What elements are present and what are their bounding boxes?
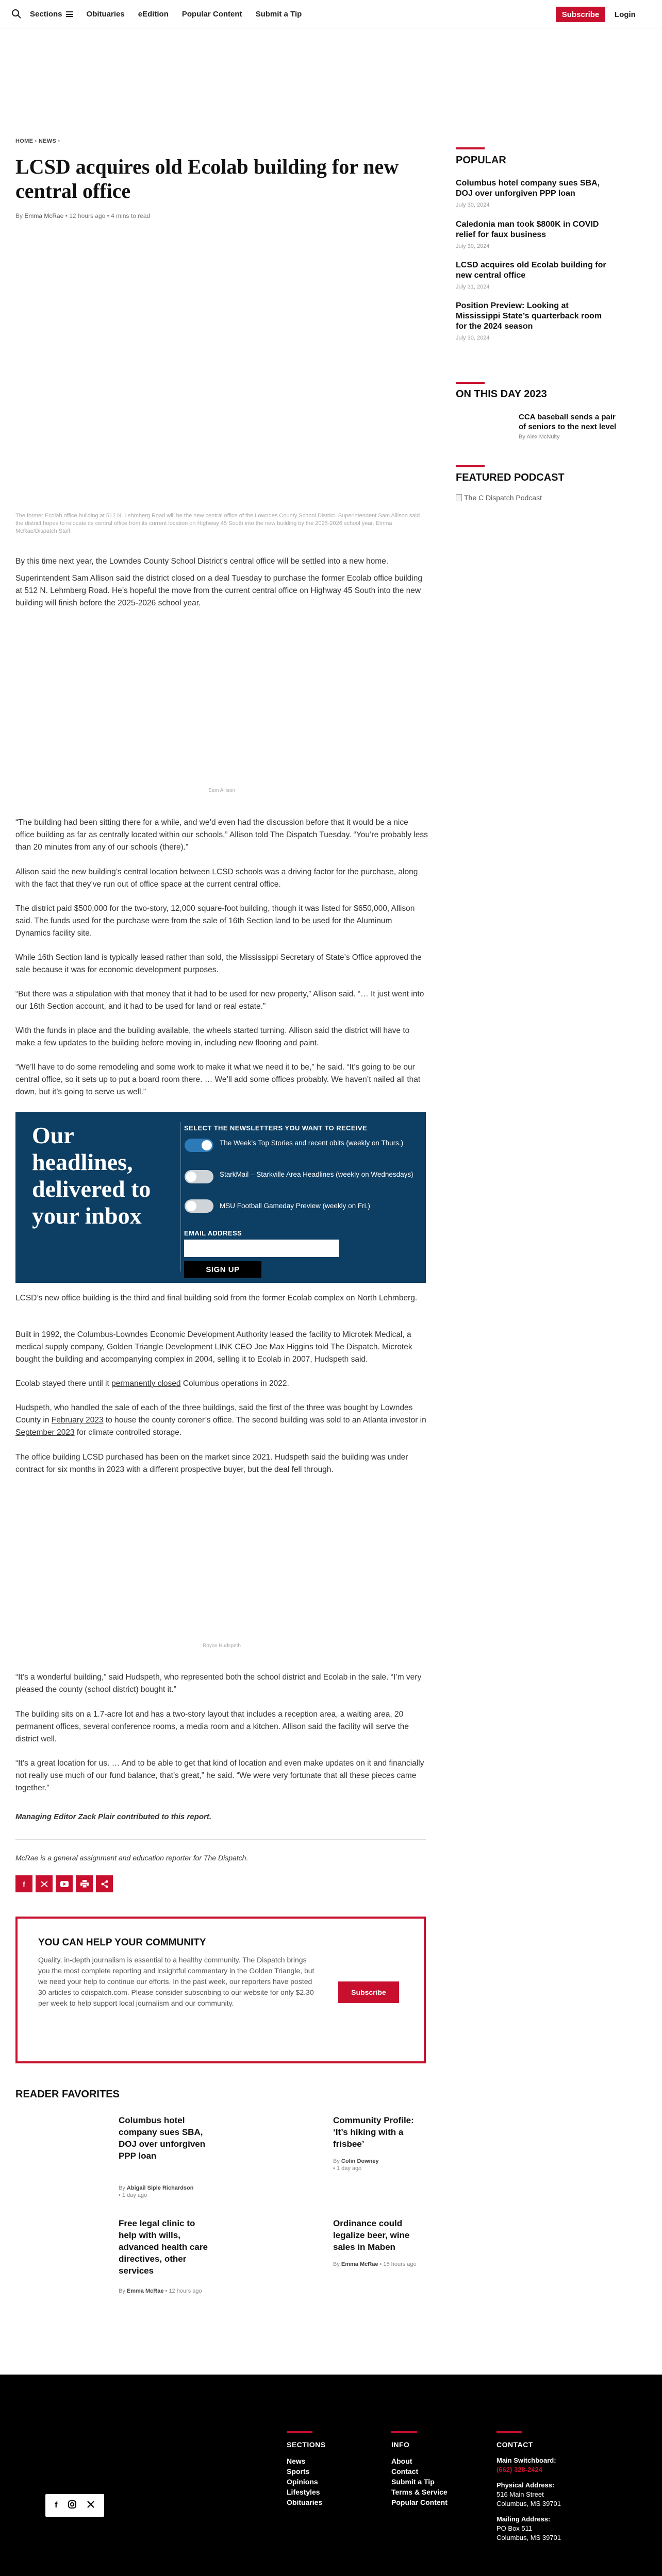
footer-link-about[interactable]: About bbox=[391, 2457, 412, 2465]
footer-link-submit-tip[interactable]: Submit a Tip bbox=[391, 2478, 435, 2486]
footer-link-contact[interactable]: Contact bbox=[391, 2467, 419, 2476]
breadcrumb-news[interactable]: NEWS bbox=[38, 138, 57, 144]
hamburger-icon bbox=[66, 11, 73, 17]
ad-label: Sam Allison bbox=[208, 788, 236, 793]
footer-contact bbox=[496, 2431, 561, 2543]
reader-favorite-item[interactable] bbox=[15, 2217, 211, 2310]
newsletter-option-label: The Week’s Top Stories and recent obits (weekly on Thurs.) bbox=[220, 1139, 404, 1147]
byline bbox=[15, 212, 150, 219]
nav-eedition[interactable]: eEdition bbox=[138, 9, 169, 19]
footer-link-news[interactable]: News bbox=[287, 2457, 306, 2465]
nav-obituaries[interactable]: Obituaries bbox=[86, 9, 125, 19]
popular-item-title[interactable]: LCSD acquires old Ecolab building for new central office bbox=[456, 261, 606, 280]
popular-item[interactable] bbox=[456, 178, 610, 208]
sign-up-button[interactable]: SIGN UP bbox=[184, 1261, 261, 1278]
text: Hudspeth, who handled the sale of each of the three buildings, said the first of the three was bought by Lowndes County in bbox=[15, 1403, 413, 1425]
article-photo bbox=[15, 229, 428, 507]
article-time: • 12 hours ago • 4 mins to read bbox=[65, 212, 151, 219]
time: • 1 day ago bbox=[119, 2192, 147, 2198]
accent-bar bbox=[287, 2431, 312, 2433]
article-thumbnail[interactable] bbox=[230, 2114, 323, 2176]
article-paragraph bbox=[15, 1378, 428, 1390]
footer-info bbox=[391, 2431, 448, 2507]
article-paragraph: With the funds in place and the building available, the wheels started turning. Allison said the district will have to make a few updates to the building before moving in, including new flooring and paint. bbox=[15, 1026, 410, 1047]
reader-favorite-item[interactable] bbox=[230, 2217, 426, 2310]
help-community-box bbox=[15, 1917, 426, 2063]
login-link[interactable]: Login bbox=[615, 10, 636, 19]
footer-link-sports[interactable]: Sports bbox=[287, 2467, 310, 2476]
footer-link-terms[interactable]: Terms & Service bbox=[391, 2488, 448, 2496]
footer-social bbox=[45, 2494, 104, 2517]
divider bbox=[15, 1839, 426, 1840]
article-paragraph: “But there was a stipulation with that money that it had to be used for new property,” Allison said. “… It just went into our 16th Section account, and it had to be used for land or real estate.” bbox=[15, 990, 424, 1011]
sections-menu[interactable] bbox=[30, 10, 73, 19]
on-this-day-item[interactable] bbox=[456, 407, 621, 448]
reader-favorite-title[interactable]: Ordinance could legalize beer, wine sales in Maben bbox=[333, 2218, 410, 2252]
top-nav bbox=[0, 0, 662, 28]
toggle-knob bbox=[202, 1140, 212, 1150]
author-name[interactable]: Emma McRae bbox=[126, 2288, 164, 2294]
photo-caption: The former Ecolab office building at 512 N. Lehmberg Road will be the new central office of the Lowndes County School District. Superintendent Sam Allison said the district hopes to relocate its central office from its current location on Highway 45 South into the new building by the 2025-2026 school year. Emma McRae/Dispatch Staff bbox=[15, 513, 420, 534]
breadcrumb bbox=[15, 138, 60, 144]
newsletter-toggle-starkmail[interactable] bbox=[185, 1170, 213, 1183]
popular-item-date: July 30, 2024 bbox=[456, 202, 490, 208]
article-paragraph: “It’s a wonderful building,” said Hudspeth, who represented both the school district and Ecolab in the sale. “I’m very pleased the county (school district) bought it.” bbox=[15, 1673, 422, 1694]
podcast-alt-text: The C Dispatch Podcast bbox=[464, 494, 542, 502]
mailing-address-city: Columbus, MS 39701 bbox=[496, 2534, 561, 2541]
article-thumbnail[interactable] bbox=[15, 2114, 108, 2176]
newsletter-toggle-top-stories[interactable] bbox=[185, 1139, 213, 1152]
nav-popular-content[interactable]: Popular Content bbox=[181, 9, 242, 19]
reader-favorite-item[interactable] bbox=[230, 2114, 426, 2202]
footer-info-title: INFO bbox=[391, 2441, 410, 2449]
email-label: EMAIL ADDRESS bbox=[184, 1229, 242, 1237]
switchboard-phone[interactable]: (662) 328-2424 bbox=[496, 2466, 542, 2473]
reader-favorite-title[interactable]: Free legal clinic to help with wills, advanced health care directives, other services bbox=[119, 2218, 208, 2276]
breadcrumb-separator: › bbox=[35, 138, 37, 144]
article-paragraph: By this time next year, the Lowndes County School District’s central office will be settled into a new home. bbox=[15, 557, 389, 566]
editor-note: Managing Editor Zack Plair contributed to this report. bbox=[15, 1812, 212, 1821]
reader-favorite-title[interactable]: Community Profile: ‘It’s hiking with a frisbee’ bbox=[333, 2115, 414, 2149]
article-paragraph bbox=[15, 1402, 428, 1439]
by-prefix: By bbox=[333, 2261, 340, 2267]
ad-label: Royce Hudspeth bbox=[203, 1643, 241, 1649]
reader-favorite-byline bbox=[333, 2261, 426, 2268]
section-accent bbox=[456, 147, 485, 149]
youtube-icon[interactable] bbox=[56, 1875, 73, 1892]
mailing-address-line: PO Box 511 bbox=[496, 2524, 533, 2532]
accent-bar bbox=[391, 2431, 417, 2433]
article-paragraph: While 16th Section land is typically leased rather than sold, the Mississippi Secretary of State’s Office approved the sale because it was for economic development purposes. bbox=[15, 953, 422, 974]
author-name[interactable]: Emma McRae bbox=[341, 2261, 378, 2267]
popular-item-title[interactable]: Columbus hotel company sues SBA, DOJ over unforgiven PPP loan bbox=[456, 179, 600, 198]
help-body: Quality, in-depth journalism is essential to a healthy community. The Dispatch brings you the most complete reporting and insightful commentary in the Golden Triangle, but we need your help to continue our efforts. In the past week, our reporters have posted 30 articles to cdispatch.com. Please consider subscribing to our website for only $2.30 per week to help support local journalism and our community. bbox=[38, 1956, 315, 2007]
text: Ecolab stayed there until it bbox=[15, 1379, 112, 1388]
switchboard-label: Main Switchboard: bbox=[496, 2456, 556, 2464]
footer-link-lifestyles[interactable]: Lifestyles bbox=[287, 2488, 320, 2496]
time: • 1 day ago bbox=[333, 2165, 362, 2172]
twitter-icon[interactable] bbox=[36, 1875, 53, 1892]
newsletter-option bbox=[185, 1139, 422, 1152]
section-accent bbox=[456, 382, 485, 384]
sections-label: Sections bbox=[30, 9, 62, 19]
author-name[interactable]: Colin Downey bbox=[341, 2158, 379, 2164]
footer bbox=[0, 2375, 662, 2576]
footer-sections bbox=[287, 2431, 326, 2507]
newsletter-signup bbox=[15, 1112, 426, 1283]
print-icon[interactable] bbox=[76, 1875, 93, 1892]
popular-item-title[interactable]: Caledonia man took $800K in COVID relief for faux business bbox=[456, 220, 599, 239]
popular-title: POPULAR bbox=[456, 155, 506, 166]
popular-item[interactable] bbox=[456, 260, 610, 290]
breadcrumb-separator-2: › bbox=[58, 138, 60, 144]
section-accent bbox=[456, 465, 485, 467]
time: • 15 hours ago bbox=[379, 2261, 417, 2267]
podcast-image[interactable] bbox=[456, 494, 542, 502]
article-paragraph: Built in 1992, the Columbus-Lowndes Economic Development Authority leased the facility to Microtek Medical, a medical supply company, Golden Triangle Development LINK CEO Joe Max Higgins told The Dispatch. Microtek bought the building and accompanying complex in 2004, selling it to Ecolab in 2007, Hudspeth said. bbox=[15, 1330, 412, 1364]
footer-contact-title: CONTACT bbox=[496, 2441, 533, 2449]
popular-item-date: July 31, 2024 bbox=[456, 284, 490, 290]
by-prefix: By bbox=[119, 2288, 125, 2294]
physical-address-label: Physical Address: bbox=[496, 2481, 555, 2489]
popular-item[interactable] bbox=[456, 219, 610, 249]
physical-address-line: 516 Main Street bbox=[496, 2490, 544, 2498]
newsletter-divider bbox=[180, 1122, 181, 1272]
popular-item-date: July 30, 2024 bbox=[456, 335, 490, 341]
article-headline: LCSD acquires old Ecolab building for new central office bbox=[15, 155, 399, 202]
newsletter-option-label: StarkMail – Starkville Area Headlines (weekly on Wednesdays) bbox=[220, 1171, 413, 1178]
reader-favorite-byline bbox=[333, 2158, 426, 2172]
article-paragraph: “We’ll have to do some remodeling and some work to make it what we need it to be,” he said. “It’s going to be our central office, so it sets up to put a board room there. … We’ll add some offices probably. We haven’t nailed all that down, but it’s going to serve us well.” bbox=[15, 1063, 421, 1096]
facebook-icon[interactable]: f bbox=[15, 1875, 32, 1892]
footer-sections-title: SECTIONS bbox=[287, 2441, 326, 2449]
article-paragraph: The district paid $500,000 for the two-story, 12,000 square-foot building, though it was listed for $650,000, Allison said. The funds used for the purchase were from the sale of 16th Section land to be used for the Aluminum Dynamics facility site. bbox=[15, 904, 415, 938]
article-paragraph: “The building had been sitting there for a while, and we’d even had the discussion before that it would be a nice office building as far as centrally located within our schools,” Allison told The Dispatch Tuesday. “You’re probably less than 20 minutes from any of our schools (there).” bbox=[15, 818, 428, 852]
article-thumbnail[interactable] bbox=[230, 2217, 323, 2279]
reader-favorites-title: READER FAVORITES bbox=[15, 2089, 120, 2100]
september-2023-link[interactable]: September 2023 bbox=[15, 1428, 75, 1437]
breadcrumb-home[interactable]: HOME bbox=[15, 138, 34, 144]
time: • 12 hours ago bbox=[165, 2288, 202, 2294]
reporter-note: McRae is a general assignment and education reporter for The Dispatch. bbox=[15, 1854, 249, 1862]
reader-favorite-title[interactable]: Columbus hotel company sues SBA, DOJ over unforgiven PPP loan bbox=[119, 2115, 206, 2161]
twitter-icon[interactable] bbox=[87, 2501, 95, 2511]
article-thumbnail[interactable] bbox=[15, 2217, 108, 2279]
by-prefix: By bbox=[119, 2185, 125, 2191]
instagram-icon[interactable] bbox=[68, 2500, 76, 2511]
on-this-day-item-title[interactable]: CCA baseball sends a pair of seniors to the next level bbox=[519, 413, 617, 431]
text: Columbus operations in 2022. bbox=[180, 1379, 289, 1388]
february-2023-link[interactable]: February 2023 bbox=[51, 1416, 104, 1425]
facebook-icon[interactable]: f bbox=[55, 2501, 58, 2510]
by-prefix: By bbox=[519, 434, 525, 440]
article-paragraph: Superintendent Sam Allison said the district closed on a deal Tuesday to purchase the former Ecolab office building at 512 N. Lehmberg Road. He’s hopeful the move from the current central office on Highway 45 South into the new building will finish before the 2025-2026 school year. bbox=[15, 574, 422, 607]
text: to house the county coroner’s office. The second building was sold to an Atlanta investor in bbox=[103, 1416, 426, 1425]
article-paragraph: The building sits on a 1.7-acre lot and has a two-story layout that includes a reception area, a waiting area, 20 permanent offices, several conference rooms, a media room and a kitchen. Allison said the facility will serve the district well. bbox=[15, 1710, 409, 1743]
reader-favorite-item[interactable] bbox=[15, 2114, 211, 2202]
popular-item-title[interactable]: Position Preview: Looking at Mississippi State’s quarterback room for the 2024 season bbox=[456, 301, 602, 331]
article-paragraph: LCSD’s new office building is the third and final building sold from the former Ecolab complex on North Lehmberg. bbox=[15, 1294, 418, 1302]
author-link[interactable]: Emma McRae bbox=[24, 212, 64, 219]
on-this-day-byline bbox=[519, 434, 559, 440]
share-bar bbox=[15, 1875, 116, 1892]
subscribe-button[interactable]: Subscribe bbox=[556, 7, 605, 22]
footer-link-opinions[interactable]: Opinions bbox=[287, 2478, 318, 2486]
newsletter-option bbox=[185, 1170, 422, 1183]
physical-address-city: Columbus, MS 39701 bbox=[496, 2500, 561, 2507]
author-name[interactable]: Alex McNulty bbox=[526, 434, 560, 440]
newsletter-headline: Our headlines, delivered to your inbox bbox=[32, 1122, 151, 1229]
by-prefix: By bbox=[333, 2158, 340, 2164]
newsletter-option bbox=[185, 1199, 422, 1213]
reader-favorite-byline bbox=[119, 2287, 211, 2295]
mailing-address-label: Mailing Address: bbox=[496, 2515, 551, 2523]
article-thumbnail[interactable] bbox=[456, 407, 512, 444]
footer-link-obituaries[interactable]: Obituaries bbox=[287, 2498, 323, 2506]
byline-prefix: By bbox=[15, 212, 23, 219]
accent-bar bbox=[496, 2431, 522, 2433]
help-subscribe-button[interactable]: Subscribe bbox=[338, 1981, 399, 2003]
article-paragraph: The office building LCSD purchased has been on the market since 2021. Hudspeth said the building was under contract for six months in 2023 with a different prospective buyer, but the deal fell through. bbox=[15, 1453, 408, 1474]
popular-item[interactable] bbox=[456, 301, 610, 341]
share-icon[interactable] bbox=[96, 1875, 113, 1892]
article-paragraph: Allison said the new building’s central location between LCSD schools was a driving factor for the purchase, along with the fact that they’ve run out of office space at the current central office. bbox=[15, 868, 418, 889]
popular-item-date: July 30, 2024 bbox=[456, 243, 490, 249]
newsletter-toggle-msu-football[interactable] bbox=[185, 1199, 213, 1213]
toggle-knob bbox=[186, 1201, 196, 1211]
toggle-knob bbox=[186, 1172, 196, 1182]
permanently-closed-link[interactable]: permanently closed bbox=[111, 1379, 181, 1388]
broken-image-icon bbox=[456, 494, 462, 501]
email-field[interactable] bbox=[184, 1240, 339, 1257]
footer-link-popular-content[interactable]: Popular Content bbox=[391, 2498, 448, 2506]
search-icon[interactable] bbox=[11, 9, 22, 19]
newsletter-option-label: MSU Football Gameday Preview (weekly on Fri.) bbox=[220, 1202, 370, 1210]
article-paragraph: “It’s a great location for us. … And to be able to get that kind of location and even make updates on it and financially not really use much of our fund balance, that’s great,” he said. “We were very fortunate that all these pieces came together.” bbox=[15, 1759, 424, 1792]
newsletter-select-label: SELECT THE NEWSLETTERS YOU WANT TO RECEIVE bbox=[184, 1124, 368, 1132]
reader-favorite-byline bbox=[119, 2184, 211, 2199]
author-name[interactable]: Abigail Siple Richardson bbox=[126, 2185, 194, 2191]
nav-submit-tip[interactable]: Submit a Tip bbox=[255, 9, 302, 19]
on-this-day-title: ON THIS DAY 2023 bbox=[456, 388, 547, 400]
featured-podcast-title: FEATURED PODCAST bbox=[456, 472, 565, 483]
help-title: YOU CAN HELP YOUR COMMUNITY bbox=[38, 1937, 206, 1948]
text: for climate controlled storage. bbox=[74, 1428, 182, 1437]
